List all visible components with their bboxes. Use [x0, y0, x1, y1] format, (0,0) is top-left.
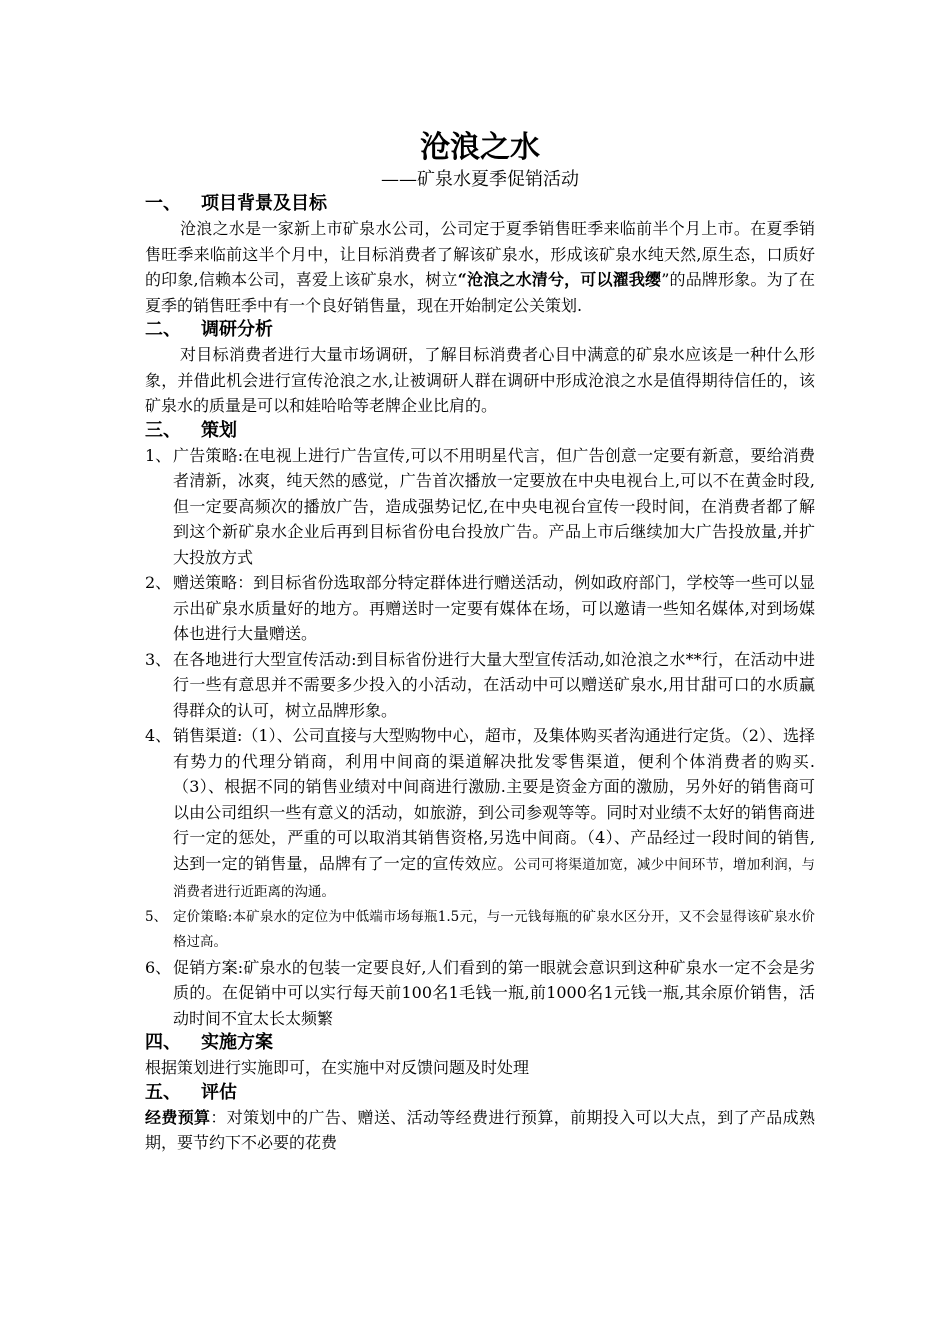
list-number: 5、 [145, 908, 168, 925]
section-2-paragraph: 对目标消费者进行大量市场调研，了解目标消费者心目中满意的矿泉水应该是一种什么形象，并借此机会进行宣传沧浪之水,让被调研人群在调研中形成沧浪之水是值得期待信任的，该矿泉水的质量是可以和娃哈哈等老牌企业比肩的。 [145, 345, 815, 415]
list-item [145, 570, 815, 647]
section-title: 项目背景及目标 [201, 193, 327, 214]
section-number: 四、 [145, 1032, 181, 1053]
list-item-text: 广告策略:在电视上进行广告宣传,可以不用明星代言，但广告创意一定要有新意，要给消费者清新，冰爽，纯天然的感觉，广告首次播放一定要放在中央电视台上,可以不在黄金时段,但一定要高频次的播放广告，造成强势记忆,在中央电视台宣传一段时间，在消费者都了解到这个新矿泉水企业后再到目标省份电台投放广告。产品上市后继续加大广告投放量,并扩大投放方式 [173, 445, 815, 567]
list-item [145, 905, 815, 955]
section-5-paragraph [145, 1105, 815, 1156]
list-number: 6、 [145, 957, 172, 977]
brand-slogan: “沧浪之水清兮，可以濯我缨 [457, 270, 662, 289]
section-title: 策划 [201, 419, 237, 441]
list-number: 3、 [145, 649, 172, 669]
section-number: 二、 [145, 319, 181, 340]
list-item [145, 647, 815, 724]
list-item [145, 955, 815, 1032]
list-item [145, 443, 815, 571]
list-number: 1、 [145, 445, 172, 465]
section-heading-1 [145, 192, 815, 216]
section-title: 调研分析 [201, 319, 273, 340]
section-1-paragraph [145, 216, 815, 318]
list-item-text: 赠送策略：到目标省份选取部分特定群体进行赠送活动，例如政府部门，学校等一些可以显示出矿泉水质量好的地方。再赠送时一定要有媒体在场，可以邀请一些知名媒体,对到场媒体也进行大量赠送。 [173, 573, 815, 643]
paragraph-text: 沧浪之水是一家新上市矿泉水公司，公司定于夏季销售旺季来临前半个月上市。在夏季销售旺季来临前这半个月中，让目标消费者了解该矿泉水，形成该矿泉水纯天然,原生态，口质好的印象,信赖本公司，喜爱上该矿泉水，树立 [145, 219, 815, 289]
page-title: 沧浪之水 [420, 130, 540, 165]
document-page [145, 128, 815, 1156]
section-title: 实施方案 [201, 1032, 273, 1053]
section-number: 五、 [145, 1081, 181, 1103]
list-item-text: 促销方案:矿泉水的包装一定要良好,人们看到的第一眼就会意识到这种矿泉水一定不会是劣质的。在促销中可以实行每天前100名1毛钱一瓶,前1000名1元钱一瓶,其余原价销售，活动时间不宜太长太频繁 [173, 957, 815, 1028]
section-number: 一、 [145, 193, 181, 214]
list-number: 2、 [145, 573, 172, 592]
paragraph-text: ”的品牌形象。为了在夏季的销售旺季中有一个良好销售量，现在开始制定公关策划. [145, 270, 815, 315]
list-item-small-text: 定价策略:本矿泉水的定位为中低端市场每瓶1.5元，与一元钱每瓶的矿泉水区分开，又不会显得该矿泉水价格过高。 [173, 908, 815, 950]
list-item-text: 销售渠道:（1）、公司直接与大型购物中心，超市，及集体购买者沟通进行定货。（2）、选择有势力的代理分销商，利用中间商的渠道解决批发零售渠道，便利个体消费者的购买.（3）、根据不同的销售业绩对中间商进行激励.主要是资金方面的激励，另外好的销售商可以由公司组织一些有意义的活动，如旅游，到公司参观等等。同时对业绩不太好的销售商进行一定的惩处，严重的可以取消其销售资格,另选中间商。（4）、产品经过一段时间的销售,达到一定的销售量，品牌有了一定的宣传效应。 [173, 726, 815, 873]
paragraph-text: ：对策划中的广告、赠送、活动等经费进行预算，前期投入可以大点，到了产品成熟期，要节约下不必要的花费 [145, 1107, 815, 1152]
section-heading-3 [145, 419, 815, 443]
section-number: 三、 [145, 419, 181, 441]
budget-label: 经费预算 [145, 1107, 211, 1127]
list-item-text: 在各地进行大型宣传活动:到目标省份进行大量大型宣传活动,如沧浪之水**行，在活动中进行一些有意思并不需要多少投入的小活动，在活动中可以赠送矿泉水,用甘甜可口的水质赢得群众的认可，树立品牌形象。 [173, 649, 815, 720]
page-subtitle: ——矿泉水夏季促销活动 [381, 169, 579, 190]
list-number: 4、 [145, 726, 172, 745]
list-item [145, 723, 815, 905]
section-title: 评估 [201, 1081, 237, 1103]
section-4-paragraph: 根据策划进行实施即可，在实施中对反馈问题及时处理 [145, 1058, 530, 1077]
section-heading-2 [145, 318, 815, 342]
section-heading-4 [145, 1031, 815, 1055]
section-heading-5 [145, 1081, 815, 1105]
list-item-small-text: 公司可将渠道加宽，减少中间环节，增加利润，与消费者进行近距离的沟通。 [173, 856, 815, 900]
